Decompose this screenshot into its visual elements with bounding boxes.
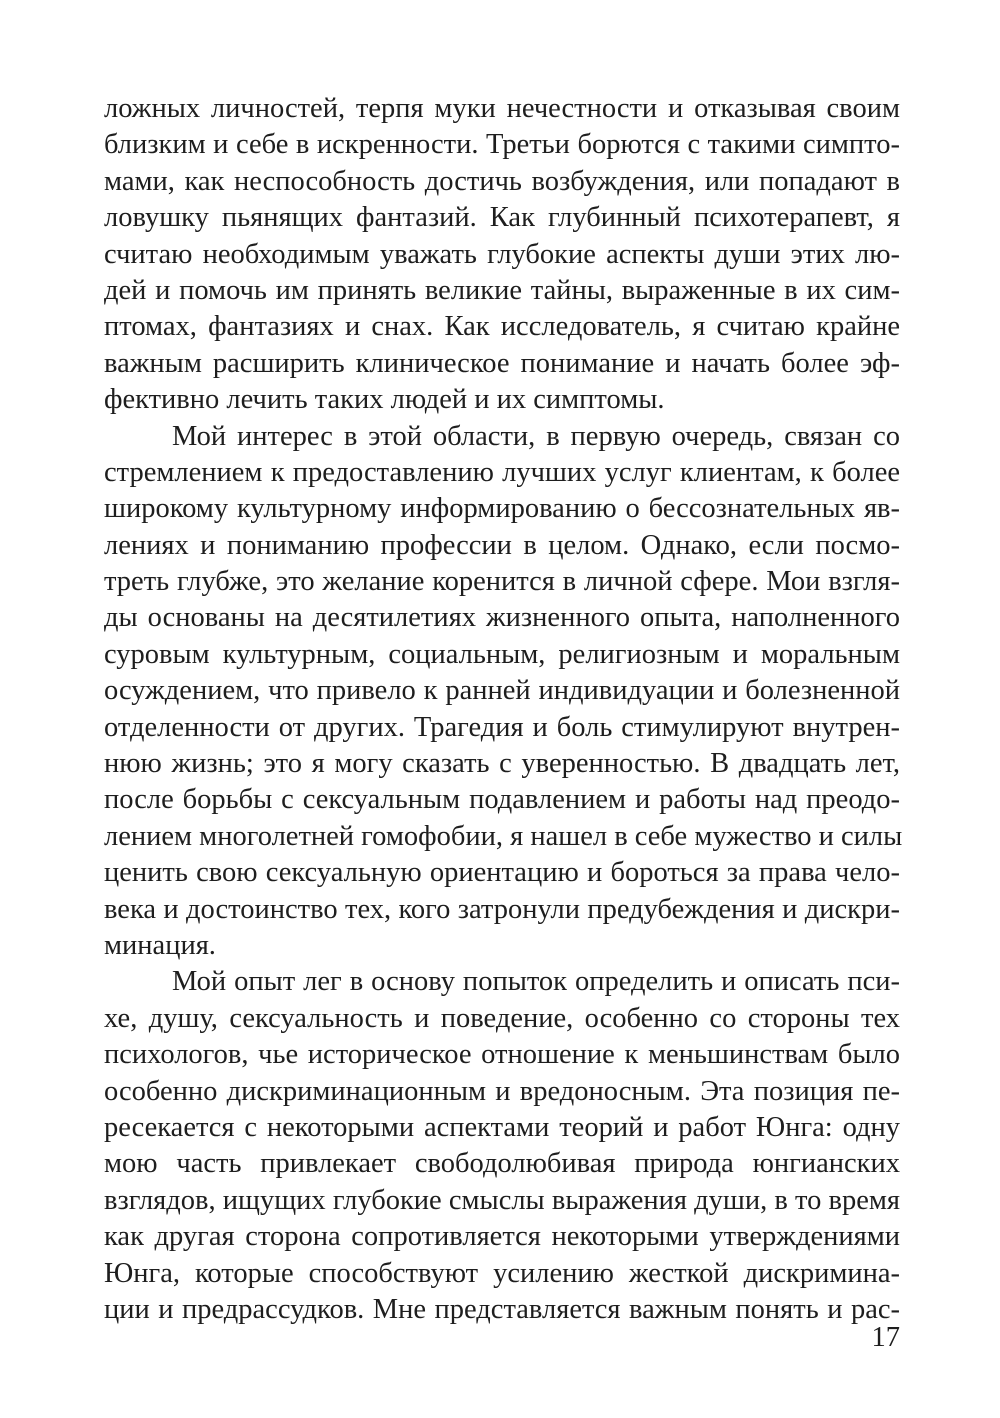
text-line: лением многолетней гомофобии, я нашел в себе мужество и силы <box>104 820 903 852</box>
text-line: широкому культурному информированию о бессознательных яв- <box>104 493 900 525</box>
text-line: взглядов, ищущих глубокие смыслы выражения души, в то время <box>104 1184 900 1216</box>
text-line: нюю жизнь; это я могу сказать с уверенностью. В двадцать лет, <box>104 748 900 780</box>
text-line: ложных личностей, терпя муки нечестности и отказывая своим <box>104 93 900 124</box>
text-line: лениях и пониманию профессии в целом. Однако, если посмо- <box>104 529 900 561</box>
text-line: минация. <box>104 929 216 961</box>
text-line: особенно дискриминационным и вредоносным. Эта позиция пе- <box>104 1075 900 1107</box>
text-line: осуждением, что привело к ранней индивидуации и болезненной <box>104 675 900 707</box>
text-line: дей и помочь им принять великие тайны, выраженные в их сим- <box>104 274 900 306</box>
page-body <box>104 91 903 1328</box>
text-line: после борьбы с сексуальным подавлением и работы над преодо- <box>104 784 900 816</box>
text-line: важным расширить клиническое понимание и начать более эф- <box>104 347 900 379</box>
text-line: как другая сторона сопротивляется некоторыми утверждениями <box>104 1221 900 1253</box>
text-line: Юнга, которые способствуют усилению жесткой дискримина- <box>104 1257 900 1289</box>
page-number: 17 <box>871 1322 900 1353</box>
text-line: считаю необходимым уважать глубокие аспекты души этих лю- <box>104 238 900 270</box>
text-line: ды основаны на десятилетиях жизненного опыта, наполненного <box>104 602 900 634</box>
text-line: птомах, фантазиях и снах. Как исследователь, я считаю крайне <box>104 311 900 343</box>
text-line: века и достоинство тех, кого затронули предубеждения и дискри- <box>104 893 900 925</box>
paragraph-1 <box>104 91 900 419</box>
paragraph-3 <box>104 964 900 1328</box>
text-line: суровым культурным, социальным, религиозным и моральным <box>104 638 900 670</box>
text-line: треть глубже, это желание коренится в личной сфере. Мои взгля- <box>104 566 900 598</box>
paragraph-2 <box>104 419 903 965</box>
text-line: мою часть привлекает свободолюбивая природа юнгианских <box>104 1148 900 1180</box>
text-line: отделенности от других. Трагедия и боль стимулируют внутрен- <box>104 711 900 743</box>
text-line: стремлением к предоставлению лучших услуг клиентам, к более <box>104 456 900 488</box>
text-line: Мой интерес в этой области, в первую очередь, связан со <box>172 420 900 452</box>
text-line: Мой опыт лег в основу попыток определить и описать пси- <box>172 966 900 998</box>
text-line: психологов, чье историческое отношение к меньшинствам было <box>104 1039 900 1071</box>
text-line: ции и предрассудков. Мне представляется важным понять и рас- <box>104 1293 900 1325</box>
text-line: хе, душу, сексуальность и поведение, особенно со стороны тех <box>104 1002 900 1034</box>
text-line: близким и себе в искренности. Третьи борются с такими симпто- <box>104 129 900 161</box>
text-line: фективно лечить таких людей и их симптомы. <box>104 384 665 416</box>
text-line: ловушку пьянящих фантазий. Как глубинный психотерапевт, я <box>104 202 900 234</box>
text-line: мами, как неспособность достичь возбуждения, или попадают в <box>104 165 900 197</box>
text-line: ценить свою сексуальную ориентацию и бороться за права чело- <box>104 857 900 889</box>
text-line: ресекается с некоторыми аспектами теорий и работ Юнга: одну <box>104 1111 900 1143</box>
